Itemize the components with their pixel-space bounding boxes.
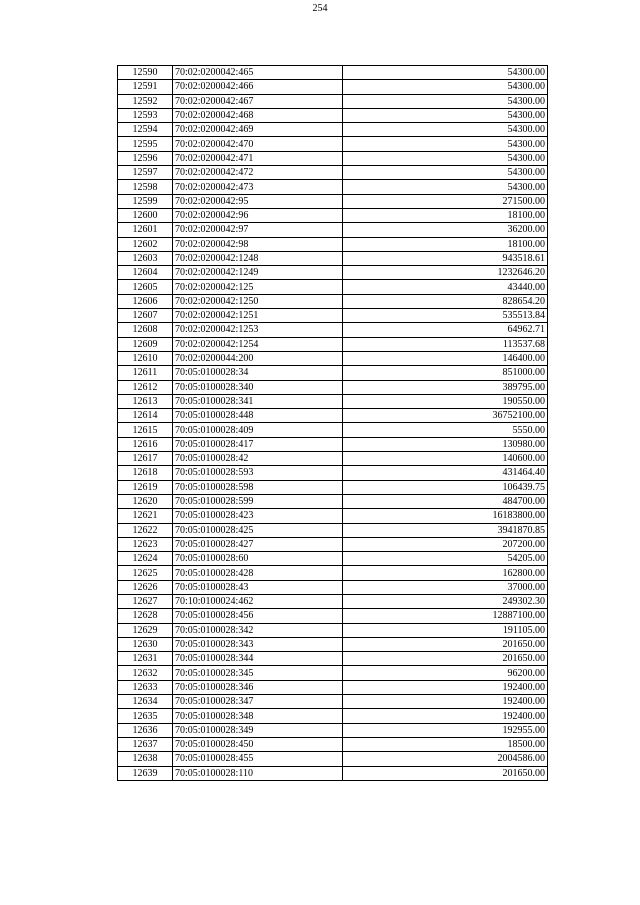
table-row [118, 666, 548, 680]
cadastral-number-cell: 70:05:0100028:409 [173, 423, 343, 437]
row-number-cell: 12599 [118, 194, 173, 208]
table-row [118, 380, 548, 394]
row-number-cell: 12619 [118, 480, 173, 494]
value-cell: 54300.00 [343, 151, 548, 165]
cadastral-number-cell: 70:02:0200042:470 [173, 137, 343, 151]
row-number-cell: 12627 [118, 594, 173, 608]
table-row [118, 223, 548, 237]
value-cell: 192400.00 [343, 680, 548, 694]
value-cell: 162800.00 [343, 566, 548, 580]
cadastral-number-cell: 70:05:0100028:342 [173, 623, 343, 637]
cadastral-value-table [117, 65, 548, 781]
value-cell: 36200.00 [343, 223, 548, 237]
page-number: 254 [312, 3, 328, 14]
table-row [118, 752, 548, 766]
value-cell: 16183800.00 [343, 509, 548, 523]
table-row [118, 480, 548, 494]
row-number-cell: 12591 [118, 80, 173, 94]
table-row [118, 580, 548, 594]
value-cell: 484700.00 [343, 494, 548, 508]
value-cell: 64962.71 [343, 323, 548, 337]
cadastral-number-cell: 70:05:0100028:428 [173, 566, 343, 580]
row-number-cell: 12628 [118, 609, 173, 623]
table-row [118, 766, 548, 780]
row-number-cell: 12612 [118, 380, 173, 394]
cadastral-number-cell: 70:02:0200042:98 [173, 237, 343, 251]
row-number-cell: 12624 [118, 552, 173, 566]
row-number-cell: 12610 [118, 351, 173, 365]
table-row [118, 680, 548, 694]
cadastral-number-cell: 70:02:0200042:473 [173, 180, 343, 194]
value-cell: 3941870.85 [343, 523, 548, 537]
row-number-cell: 12626 [118, 580, 173, 594]
table-row [118, 494, 548, 508]
value-cell: 18500.00 [343, 737, 548, 751]
table-body [118, 66, 548, 781]
row-number-cell: 12604 [118, 266, 173, 280]
cadastral-number-cell: 70:05:0100028:42 [173, 452, 343, 466]
row-number-cell: 12632 [118, 666, 173, 680]
value-cell: 54300.00 [343, 80, 548, 94]
row-number-cell: 12598 [118, 180, 173, 194]
row-number-cell: 12590 [118, 66, 173, 80]
table-row [118, 208, 548, 222]
table-row [118, 66, 548, 80]
value-cell: 54300.00 [343, 123, 548, 137]
table-row [118, 509, 548, 523]
table-row [118, 723, 548, 737]
table-row [118, 323, 548, 337]
cadastral-number-cell: 70:05:0100028:60 [173, 552, 343, 566]
cadastral-number-cell: 70:05:0100028:43 [173, 580, 343, 594]
row-number-cell: 12639 [118, 766, 173, 780]
row-number-cell: 12616 [118, 437, 173, 451]
table-row [118, 266, 548, 280]
row-number-cell: 12597 [118, 166, 173, 180]
row-number-cell: 12603 [118, 251, 173, 265]
row-number-cell: 12608 [118, 323, 173, 337]
cadastral-number-cell: 70:02:0200042:1248 [173, 251, 343, 265]
table-row [118, 566, 548, 580]
table-row [118, 609, 548, 623]
cadastral-number-cell: 70:02:0200042:465 [173, 66, 343, 80]
cadastral-number-cell: 70:05:0100028:456 [173, 609, 343, 623]
row-number-cell: 12617 [118, 452, 173, 466]
value-cell: 828654.20 [343, 294, 548, 308]
cadastral-number-cell: 70:05:0100028:450 [173, 737, 343, 751]
cadastral-number-cell: 70:02:0200042:1250 [173, 294, 343, 308]
row-number-cell: 12593 [118, 108, 173, 122]
table-row [118, 594, 548, 608]
value-cell: 113537.68 [343, 337, 548, 351]
cadastral-number-cell: 70:02:0200042:1251 [173, 309, 343, 323]
value-cell: 96200.00 [343, 666, 548, 680]
value-cell: 12887100.00 [343, 609, 548, 623]
cadastral-number-cell: 70:05:0100028:340 [173, 380, 343, 394]
value-cell: 249302.30 [343, 594, 548, 608]
row-number-cell: 12635 [118, 709, 173, 723]
cadastral-number-cell: 70:05:0100028:348 [173, 709, 343, 723]
value-cell: 201650.00 [343, 637, 548, 651]
row-number-cell: 12613 [118, 394, 173, 408]
cadastral-number-cell: 70:02:0200044:200 [173, 351, 343, 365]
value-cell: 271500.00 [343, 194, 548, 208]
value-cell: 54205.00 [343, 552, 548, 566]
row-number-cell: 12602 [118, 237, 173, 251]
table-row [118, 137, 548, 151]
value-cell: 54300.00 [343, 166, 548, 180]
table-row [118, 180, 548, 194]
cadastral-number-cell: 70:05:0100028:349 [173, 723, 343, 737]
value-cell: 54300.00 [343, 94, 548, 108]
row-number-cell: 12634 [118, 695, 173, 709]
value-cell: 191105.00 [343, 623, 548, 637]
cadastral-number-cell: 70:02:0200042:95 [173, 194, 343, 208]
value-cell: 201650.00 [343, 652, 548, 666]
row-number-cell: 12620 [118, 494, 173, 508]
row-number-cell: 12611 [118, 366, 173, 380]
table-row [118, 737, 548, 751]
table-row [118, 94, 548, 108]
cadastral-number-cell: 70:02:0200042:1253 [173, 323, 343, 337]
value-cell: 1232646.20 [343, 266, 548, 280]
table-row [118, 466, 548, 480]
table-row [118, 437, 548, 451]
table-row [118, 151, 548, 165]
row-number-cell: 12592 [118, 94, 173, 108]
value-cell: 140600.00 [343, 452, 548, 466]
cadastral-number-cell: 70:05:0100028:110 [173, 766, 343, 780]
value-cell: 54300.00 [343, 108, 548, 122]
table-row [118, 166, 548, 180]
cadastral-number-cell: 70:05:0100028:344 [173, 652, 343, 666]
value-cell: 106439.75 [343, 480, 548, 494]
table-row [118, 251, 548, 265]
value-cell: 201650.00 [343, 766, 548, 780]
table-row [118, 366, 548, 380]
row-number-cell: 12609 [118, 337, 173, 351]
cadastral-number-cell: 70:05:0100028:425 [173, 523, 343, 537]
value-cell: 192400.00 [343, 709, 548, 723]
cadastral-number-cell: 70:05:0100028:345 [173, 666, 343, 680]
value-cell: 43440.00 [343, 280, 548, 294]
cadastral-number-cell: 70:02:0200042:1249 [173, 266, 343, 280]
value-cell: 389795.00 [343, 380, 548, 394]
table-row [118, 637, 548, 651]
cadastral-number-cell: 70:02:0200042:466 [173, 80, 343, 94]
cadastral-number-cell: 70:05:0100028:346 [173, 680, 343, 694]
value-cell: 943518.61 [343, 251, 548, 265]
cadastral-number-cell: 70:05:0100028:341 [173, 394, 343, 408]
table-row [118, 409, 548, 423]
cadastral-number-cell: 70:05:0100028:343 [173, 637, 343, 651]
row-number-cell: 12615 [118, 423, 173, 437]
row-number-cell: 12622 [118, 523, 173, 537]
value-cell: 146400.00 [343, 351, 548, 365]
row-number-cell: 12638 [118, 752, 173, 766]
table-row [118, 394, 548, 408]
cadastral-number-cell: 70:05:0100028:34 [173, 366, 343, 380]
table-row [118, 108, 548, 122]
table-row [118, 452, 548, 466]
value-cell: 54300.00 [343, 137, 548, 151]
cadastral-number-cell: 70:02:0200042:469 [173, 123, 343, 137]
cadastral-number-cell: 70:05:0100028:427 [173, 537, 343, 551]
cadastral-number-cell: 70:05:0100028:417 [173, 437, 343, 451]
cadastral-number-cell: 70:10:0100024:462 [173, 594, 343, 608]
row-number-cell: 12600 [118, 208, 173, 222]
value-cell: 18100.00 [343, 237, 548, 251]
table-row [118, 337, 548, 351]
value-cell: 431464.40 [343, 466, 548, 480]
row-number-cell: 12614 [118, 409, 173, 423]
table-row [118, 80, 548, 94]
row-number-cell: 12633 [118, 680, 173, 694]
row-number-cell: 12605 [118, 280, 173, 294]
cadastral-number-cell: 70:05:0100028:347 [173, 695, 343, 709]
row-number-cell: 12618 [118, 466, 173, 480]
table-row [118, 294, 548, 308]
value-cell: 190550.00 [343, 394, 548, 408]
cadastral-number-cell: 70:05:0100028:423 [173, 509, 343, 523]
value-cell: 36752100.00 [343, 409, 548, 423]
cadastral-number-cell: 70:02:0200042:471 [173, 151, 343, 165]
row-number-cell: 12607 [118, 309, 173, 323]
table-row [118, 552, 548, 566]
value-cell: 2004586.00 [343, 752, 548, 766]
row-number-cell: 12601 [118, 223, 173, 237]
table-row [118, 309, 548, 323]
row-number-cell: 12594 [118, 123, 173, 137]
row-number-cell: 12621 [118, 509, 173, 523]
value-cell: 37000.00 [343, 580, 548, 594]
cadastral-number-cell: 70:02:0200042:472 [173, 166, 343, 180]
table-row [118, 351, 548, 365]
table-row [118, 623, 548, 637]
table-row [118, 237, 548, 251]
value-cell: 851000.00 [343, 366, 548, 380]
cadastral-number-cell: 70:02:0200042:125 [173, 280, 343, 294]
row-number-cell: 12629 [118, 623, 173, 637]
cadastral-number-cell: 70:02:0200042:96 [173, 208, 343, 222]
table-row [118, 123, 548, 137]
table-row [118, 652, 548, 666]
cadastral-number-cell: 70:05:0100028:599 [173, 494, 343, 508]
value-cell: 192400.00 [343, 695, 548, 709]
row-number-cell: 12623 [118, 537, 173, 551]
cadastral-number-cell: 70:02:0200042:1254 [173, 337, 343, 351]
table-row [118, 709, 548, 723]
row-number-cell: 12637 [118, 737, 173, 751]
value-cell: 54300.00 [343, 66, 548, 80]
value-cell: 535513.84 [343, 309, 548, 323]
value-cell: 54300.00 [343, 180, 548, 194]
row-number-cell: 12606 [118, 294, 173, 308]
value-cell: 207200.00 [343, 537, 548, 551]
cadastral-number-cell: 70:02:0200042:97 [173, 223, 343, 237]
cadastral-number-cell: 70:02:0200042:468 [173, 108, 343, 122]
value-cell: 18100.00 [343, 208, 548, 222]
row-number-cell: 12625 [118, 566, 173, 580]
table-row [118, 280, 548, 294]
table-row [118, 695, 548, 709]
value-cell: 192955.00 [343, 723, 548, 737]
row-number-cell: 12631 [118, 652, 173, 666]
cadastral-number-cell: 70:05:0100028:593 [173, 466, 343, 480]
table-row [118, 537, 548, 551]
cadastral-number-cell: 70:05:0100028:598 [173, 480, 343, 494]
cadastral-number-cell: 70:05:0100028:448 [173, 409, 343, 423]
cadastral-number-cell: 70:05:0100028:455 [173, 752, 343, 766]
table-row [118, 423, 548, 437]
row-number-cell: 12596 [118, 151, 173, 165]
row-number-cell: 12595 [118, 137, 173, 151]
table-row [118, 523, 548, 537]
table-row [118, 194, 548, 208]
cadastral-number-cell: 70:02:0200042:467 [173, 94, 343, 108]
value-cell: 130980.00 [343, 437, 548, 451]
row-number-cell: 12630 [118, 637, 173, 651]
row-number-cell: 12636 [118, 723, 173, 737]
value-cell: 5550.00 [343, 423, 548, 437]
